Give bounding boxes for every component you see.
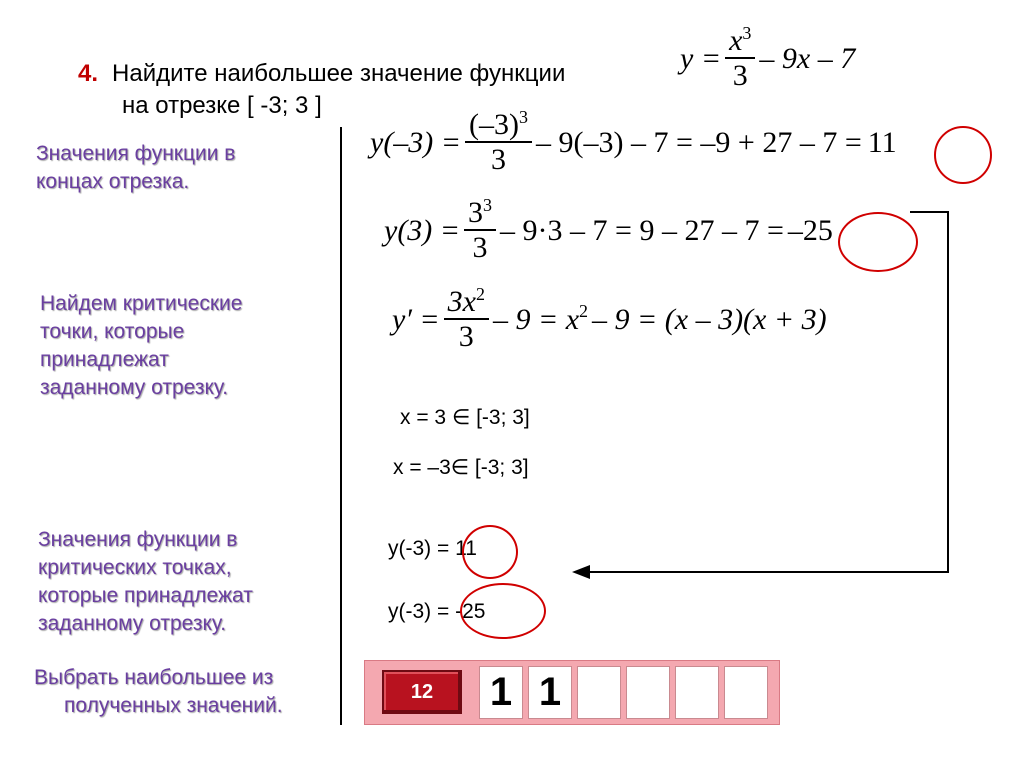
note-choose-line: Выбрать наибольшее из — [34, 666, 274, 689]
answer-cell[interactable]: 1 — [479, 666, 523, 719]
note-endpoints-line: концах отрезка. — [36, 170, 190, 193]
task-line-2: на отрезке [ -3; 3 ] — [122, 92, 322, 119]
eq1-rest: – 9(–3) – 7 = –9 + 27 – 7 = — [536, 125, 862, 159]
result-circle-11 — [934, 126, 992, 184]
note-crit-values-line: Значения функции в — [38, 528, 238, 551]
answer-cell[interactable]: 1 — [528, 666, 572, 719]
eq3-rest-2: – 9 = (x – 3)(x + 3) — [592, 302, 827, 336]
eq3-fraction — [444, 285, 489, 355]
note-critical-values — [38, 526, 253, 638]
note-choose-line: полученных значений. — [64, 694, 283, 717]
eq1-num: (–3) — [469, 108, 520, 141]
formula-rest: – 9x – 7 — [759, 41, 856, 75]
function-formula — [680, 24, 855, 94]
vertical-divider — [340, 127, 342, 725]
note-critical-line: точки, которые — [40, 320, 185, 343]
formula-den: 3 — [732, 59, 748, 92]
eq3-num-exp: 2 — [475, 284, 485, 304]
question-number-button[interactable]: 12 — [382, 670, 462, 714]
answer-cell[interactable] — [626, 666, 670, 719]
eq1-num-exp: 3 — [519, 107, 529, 127]
eq2-num-exp: 3 — [483, 195, 493, 215]
eq2-fraction — [464, 196, 496, 266]
task-line-1: Найдите наибольшее значение функции — [112, 60, 566, 87]
root-1: x = 3 ∈ [-3; 3] — [400, 406, 530, 429]
formula-fraction — [725, 24, 755, 94]
eq3-rest-exp: 2 — [579, 301, 589, 321]
root-2: x = –3∈ [-3; 3] — [393, 456, 529, 479]
note-crit-values-line: которые принадлежат — [38, 584, 253, 607]
note-crit-values-line: заданному отрезку. — [38, 612, 227, 635]
value-circle-11 — [462, 525, 518, 579]
note-critical — [40, 290, 242, 402]
formula-num-exp: 3 — [742, 23, 752, 43]
answer-strip — [364, 660, 780, 725]
eq1-fraction — [465, 108, 532, 178]
value-2-number: -25 — [455, 600, 486, 623]
eq2-num: 3 — [468, 196, 484, 229]
task-number: 4. — [78, 60, 99, 87]
note-critical-line: Найдем критические — [40, 292, 243, 315]
equation-y-minus-3 — [370, 108, 897, 178]
value-1-number: 11 — [455, 537, 477, 560]
eq2-den: 3 — [472, 231, 488, 264]
connector-arrow — [560, 208, 960, 588]
note-critical-line: заданному отрезку. — [40, 376, 229, 399]
value-circle-minus-25 — [460, 583, 546, 639]
eq3-num: 3x — [447, 285, 476, 318]
answer-cell[interactable] — [675, 666, 719, 719]
note-endpoints-line: Значения функции в — [36, 142, 236, 165]
eq2-result: –25 — [787, 213, 833, 247]
eq2-rest: – 9·3 – 7 = 9 – 27 – 7 = — [500, 213, 784, 247]
eq3-lhs: y′ = — [392, 302, 440, 336]
eq1-result: 11 — [867, 125, 897, 159]
eq3-rest-1: – 9 = x — [492, 302, 580, 336]
note-critical-line: принадлежат — [40, 348, 169, 371]
eq3-den: 3 — [458, 320, 474, 353]
eq1-lhs: y(–3) = — [370, 125, 462, 159]
eq1-den: 3 — [491, 143, 507, 176]
answer-cell[interactable] — [577, 666, 621, 719]
answer-cell[interactable] — [724, 666, 768, 719]
note-choose — [34, 664, 283, 720]
note-crit-values-line: критических точках, — [38, 556, 232, 579]
formula-num: x — [729, 24, 743, 57]
value-2-label: y(-3) = — [388, 600, 450, 623]
note-endpoints — [36, 140, 235, 196]
value-1-label: y(-3) = — [388, 537, 450, 560]
formula-lhs: y = — [680, 41, 722, 75]
eq2-lhs: y(3) = — [384, 213, 461, 247]
